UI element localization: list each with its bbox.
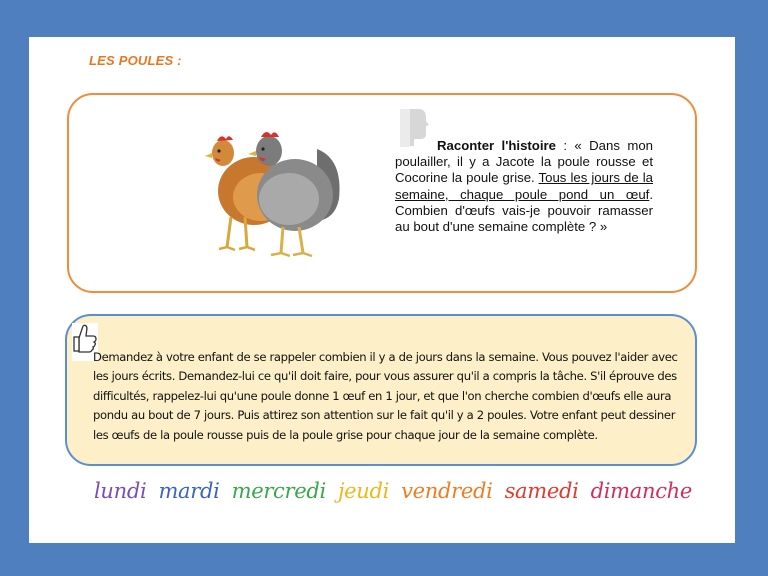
grey-hen: [248, 132, 340, 256]
worksheet-page: [29, 37, 735, 543]
story-box: [67, 93, 697, 293]
page-title: LES POULES :: [89, 53, 182, 68]
story-intro: : « Dans mon poulailler, il y a Jacote la poule rousse et Cocorine la poule grise.: [395, 138, 653, 186]
day-vendredi: vendredi: [401, 479, 493, 503]
story-text: [395, 138, 653, 235]
advice-box: [65, 314, 697, 466]
day-jeudi: jeudi: [337, 479, 390, 503]
days-of-week: [94, 479, 692, 513]
day-mardi: mardi: [158, 479, 220, 503]
advice-text: Demandez à votre enfant de se rappeler combien il y a de jours dans la semaine. Vous pouvez l'aider avec les jours écrits. Demandez-lui ce qu'il doit faire, pour vous assurer qu'il a compris la tâche. S'il éprouve des difficultés, rappelez-lui qu'une poule donne 1 œuf en 1 jour, et que l'on cherche combien d'œufs elle aura pondu au bout de 7 jours. Puis attirez son attention sur le fait qu'il y a 2 poules. Votre enfant peut dessiner les œufs de la poule rousse puis de la poule grise pour chaque jour de la semaine complète.: [93, 350, 678, 442]
story-rest: . Combien d'œufs vais-je pouvoir ramasser au bout d'une semaine complète ? »: [395, 186, 653, 235]
story-lead: Raconter l'histoire: [437, 138, 556, 153]
hens-illustration: [199, 109, 349, 269]
story-underlined: Tous les jours de la semaine, chaque poule pond un œuf: [395, 170, 653, 202]
day-dimanche: dimanche: [590, 479, 693, 503]
day-mercredi: mercredi: [231, 479, 326, 503]
day-lundi: lundi: [94, 479, 147, 503]
day-samedi: samedi: [504, 479, 579, 503]
story-indent: [395, 138, 437, 153]
